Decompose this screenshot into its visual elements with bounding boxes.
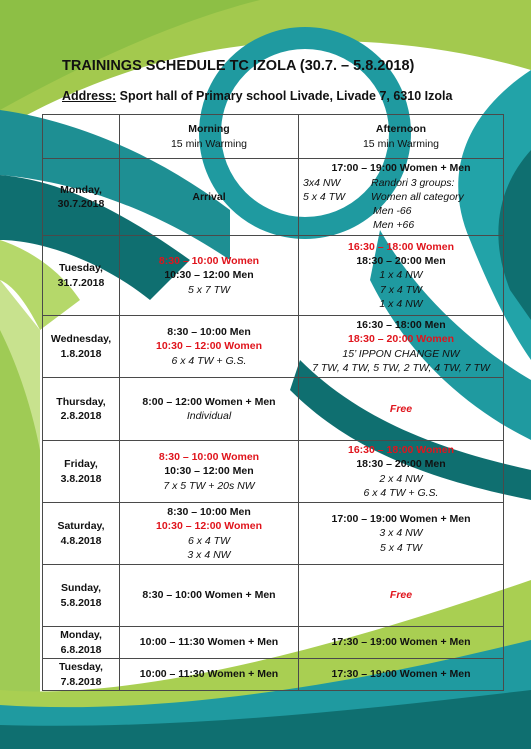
table-row [43, 441, 504, 503]
randori-right: Women all category [371, 190, 464, 203]
randori-left: 5 x 4 TW [303, 190, 346, 203]
morning-line: 8:30 – 10:00 Men [167, 326, 251, 339]
morning-line: 7 x 5 TW + 20s NW [163, 479, 255, 492]
randori-line [301, 176, 501, 190]
day-name: Tuesday, [59, 661, 103, 674]
day-date: 1.8.2018 [60, 347, 102, 360]
morning-line: 10:00 – 11:30 Women + Men [139, 636, 279, 649]
day-name: Wednesday, [50, 333, 112, 346]
afternoon-cell [299, 236, 504, 316]
afternoon-line: 15’ IPPON CHANGE NW [342, 347, 460, 360]
table-row [43, 378, 504, 441]
day-name: Friday, [64, 458, 98, 471]
afternoon-line: 18:30 – 20:00 Men [356, 255, 446, 268]
morning-line: Individual [186, 410, 232, 422]
afternoon-line: 16:30 – 18:00 Men [356, 318, 446, 331]
afternoon-line: 18:30 – 20:00 Men [356, 458, 446, 471]
afternoon-line: 7 x 4 TW [379, 283, 422, 296]
afternoon-cell [299, 503, 504, 565]
morning-cell [120, 316, 299, 378]
randori-line [301, 190, 501, 204]
day-date: 7.8.2018 [60, 675, 102, 688]
randori-left: 3x4 NW [303, 176, 341, 189]
afternoon-line: 16:30 – 18:00 Women [347, 240, 455, 253]
morning-line: 5 x 7 TW [187, 283, 230, 296]
afternoon-line: 18:30 – 20:00 Women [347, 333, 455, 346]
afternoon-line: 16:30 – 18:00 Women [347, 443, 455, 456]
afternoon-line: 17:00 – 19:00 Women + Men [331, 513, 471, 526]
day-cell [43, 378, 120, 441]
table-row [43, 503, 504, 565]
afternoon-title: Afternoon [375, 123, 427, 136]
afternoon-cell [299, 659, 504, 691]
day-name: Sunday, [60, 582, 102, 595]
morning-subtitle: 15 min Warming [170, 137, 248, 150]
day-name: Saturday, [57, 520, 105, 533]
day-date: 3.8.2018 [60, 472, 102, 485]
morning-line: 10:00 – 11:30 Women + Men [139, 668, 279, 681]
afternoon-line: 7 TW, 4 TW, 5 TW, 2 TW, 4 TW, 7 TW [312, 361, 490, 374]
afternoon-line: 17:00 – 19:00 Women + Men [331, 162, 471, 175]
table-row [43, 565, 504, 627]
day-name: Thursday, [56, 395, 106, 408]
randori-line [301, 218, 501, 232]
morning-cell [120, 503, 299, 565]
day-date: 4.8.2018 [60, 534, 102, 547]
day-name: Monday, [60, 183, 102, 196]
morning-line: 8:00 – 12:00 Women + Men [142, 395, 276, 408]
morning-line: 3 x 4 NW [187, 548, 231, 561]
afternoon-line: Free [389, 402, 413, 415]
morning-line: 10:30 – 12:00 Men [164, 465, 254, 478]
morning-line: Arrival [192, 190, 226, 203]
morning-cell [120, 236, 299, 316]
header-day-cell [43, 115, 120, 159]
afternoon-cell [299, 316, 504, 378]
schedule-table [42, 114, 504, 691]
header-row [43, 115, 504, 159]
afternoon-line: 6 x 4 TW + G.S. [363, 486, 439, 499]
afternoon-line: 1 x 4 NW [379, 297, 423, 310]
day-cell [43, 316, 120, 378]
address-label: Address: [62, 89, 117, 103]
randori-right: Randori 3 groups: [371, 176, 455, 189]
afternoon-line: 1 x 4 NW [379, 269, 423, 282]
morning-cell [120, 159, 299, 236]
morning-line: 8:30 – 10:00 Men [167, 505, 251, 518]
morning-line: 10:30 – 12:00 Men [164, 269, 254, 282]
afternoon-line: 2 x 4 NW [379, 472, 423, 485]
afternoon-line: 17:30 – 19:00 Women + Men [331, 668, 471, 681]
table-row [43, 159, 504, 236]
day-cell [43, 236, 120, 316]
morning-cell [120, 627, 299, 659]
table-row [43, 236, 504, 316]
afternoon-line: 17:30 – 19:00 Women + Men [331, 636, 471, 649]
day-name: Monday, [60, 629, 102, 642]
address-line [62, 89, 452, 103]
afternoon-cell [299, 159, 504, 236]
randori-right: Men -66 [373, 205, 412, 218]
day-cell [43, 565, 120, 627]
afternoon-subtitle: 15 min Warming [362, 137, 440, 150]
afternoon-cell [299, 627, 504, 659]
day-cell [43, 441, 120, 503]
morning-line: 8:30 – 10:00 Women [158, 451, 260, 464]
randori-left [303, 218, 371, 232]
randori-right: Men +66 [373, 219, 415, 232]
morning-line: 10:30 – 12:00 Women [155, 340, 263, 353]
afternoon-line: 3 x 4 NW [379, 527, 423, 540]
day-cell [43, 627, 120, 659]
afternoon-line: Free [389, 589, 413, 602]
morning-cell [120, 441, 299, 503]
day-date: 6.8.2018 [60, 643, 102, 656]
morning-cell [120, 659, 299, 691]
afternoon-line: 5 x 4 TW [379, 541, 422, 554]
day-cell [43, 159, 120, 236]
morning-line: 6 x 4 TW [187, 534, 230, 547]
day-date: 31.7.2018 [57, 276, 105, 289]
afternoon-cell [299, 565, 504, 627]
morning-line: 10:30 – 12:00 Women [155, 520, 263, 533]
morning-line: 8:30 – 10:00 Women + Men [142, 589, 276, 602]
randori-left [303, 204, 371, 218]
morning-cell [120, 565, 299, 627]
morning-cell [120, 378, 299, 441]
table-row [43, 316, 504, 378]
day-cell [43, 503, 120, 565]
morning-line: 8:30 – 10:00 Women [158, 255, 260, 268]
morning-line: 6 x 4 TW + G.S. [171, 354, 247, 367]
day-date: 5.8.2018 [60, 596, 102, 609]
randori-line [301, 204, 501, 218]
afternoon-cell [299, 441, 504, 503]
table-row [43, 627, 504, 659]
day-cell [43, 659, 120, 691]
address-value: Sport hall of Primary school Livade, Livade 7, 6310 Izola [119, 89, 453, 103]
page-title: TRAININGS SCHEDULE TC IZOLA (30.7. – 5.8.2018) [62, 58, 415, 74]
afternoon-cell [299, 378, 504, 441]
header-afternoon [299, 115, 504, 159]
day-date: 30.7.2018 [57, 198, 105, 210]
header-morning [120, 115, 299, 159]
morning-title: Morning [188, 123, 230, 136]
day-date: 2.8.2018 [60, 410, 102, 422]
table-row [43, 659, 504, 691]
day-name: Tuesday, [59, 262, 103, 275]
